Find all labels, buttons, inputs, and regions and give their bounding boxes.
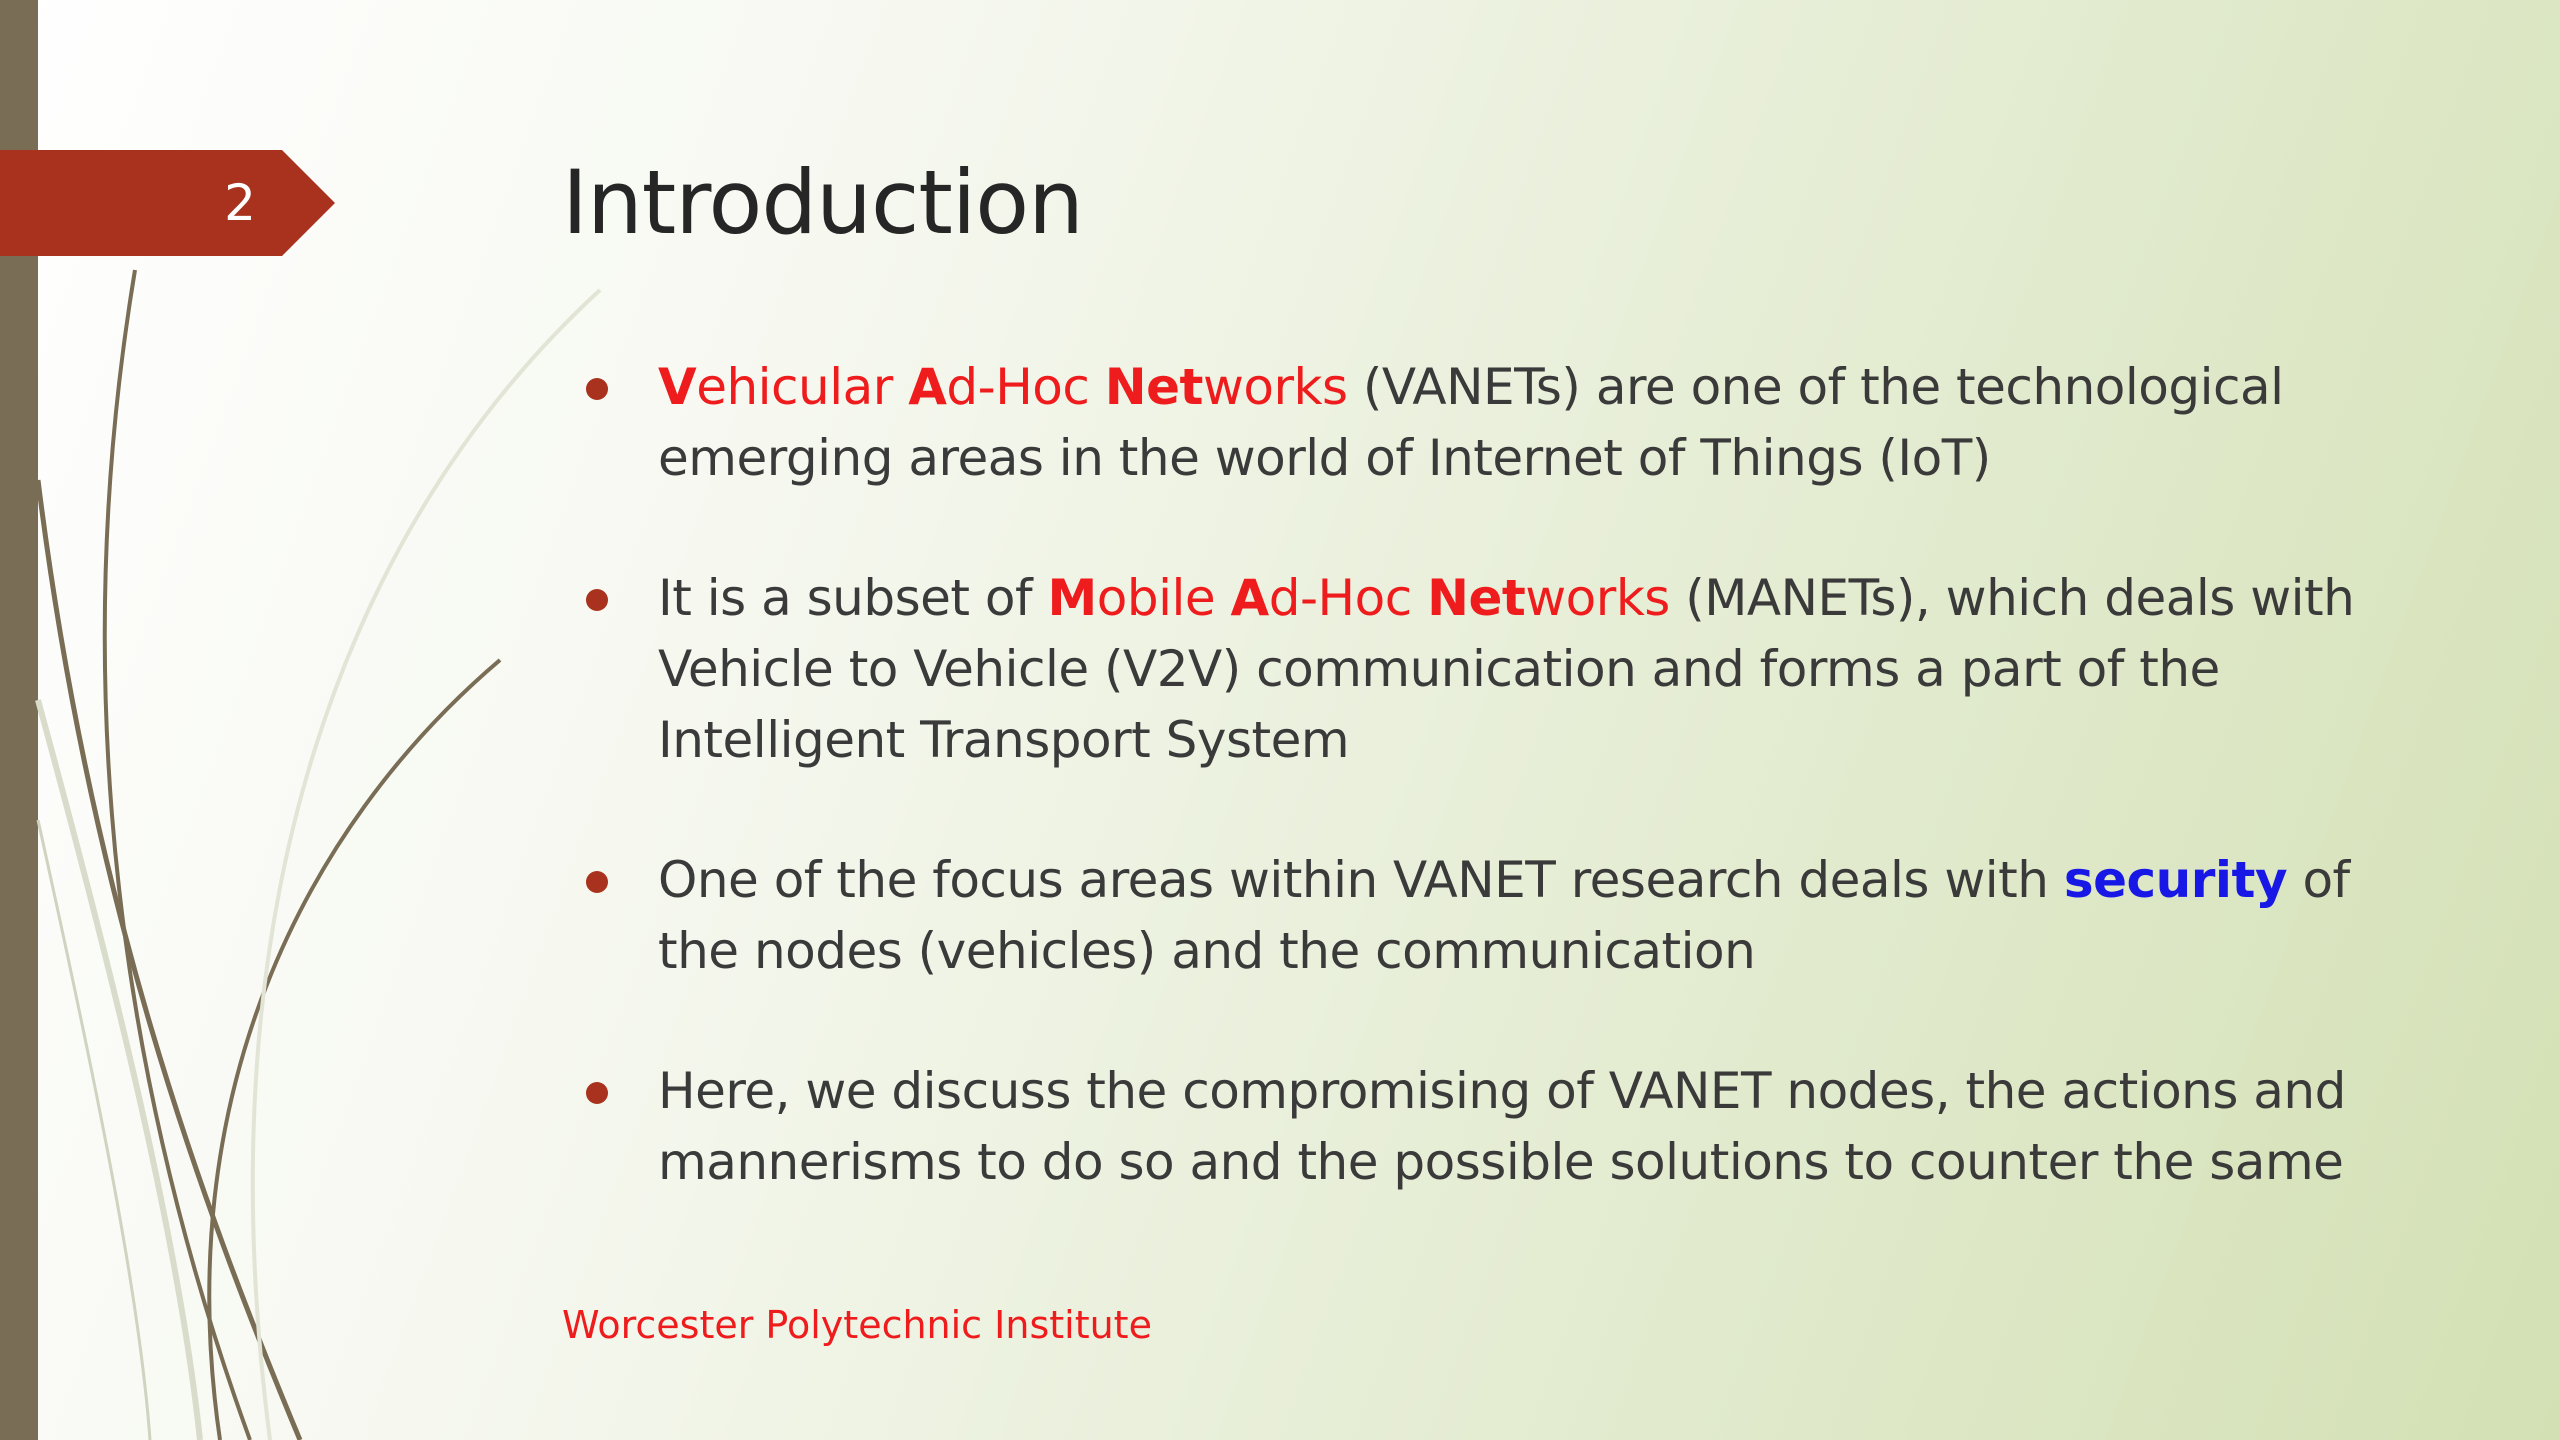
bullet-text: (MANETs), which deals with Vehicle to Vehicle (V2V) communication and forms a part of the Intelligent Transport System: [658, 569, 2355, 769]
bullet-dot-icon: [586, 1082, 608, 1104]
bullet-item: [580, 563, 2430, 776]
highlighted-word: security: [2063, 851, 2288, 909]
highlighted-term: Mobile Ad-Hoc Networks: [1047, 569, 1670, 627]
bullet-item: [580, 845, 2430, 987]
slide-number: 2: [224, 174, 256, 232]
slide-title: Introduction: [562, 151, 1083, 254]
bullet-dot-icon: [586, 589, 608, 611]
bullet-dot-icon: [586, 378, 608, 400]
bullet-text: One of the focus areas within VANET research deals with: [658, 851, 2064, 909]
bullet-text: of the nodes (vehicles) and the communication: [658, 851, 2350, 980]
footer-institution: Worcester Polytechnic Institute: [562, 1303, 1152, 1347]
bullet-text: (VANETs) are one of the technological emerging areas in the world of Internet of Things (IoT): [658, 358, 2284, 487]
bullet-item: [580, 352, 2430, 494]
highlighted-term: Vehicular Ad-Hoc Networks: [658, 358, 1348, 416]
bullet-dot-icon: [586, 871, 608, 893]
bullet-text: Here, we discuss the compromising of VANET nodes, the actions and mannerisms to do so and the possible solutions to counter the same: [658, 1062, 2346, 1191]
bullet-item: [580, 1056, 2430, 1198]
bullet-text: It is a subset of: [658, 569, 1048, 627]
slide-number-tag: [0, 150, 335, 256]
bullet-list: [580, 352, 2430, 1267]
